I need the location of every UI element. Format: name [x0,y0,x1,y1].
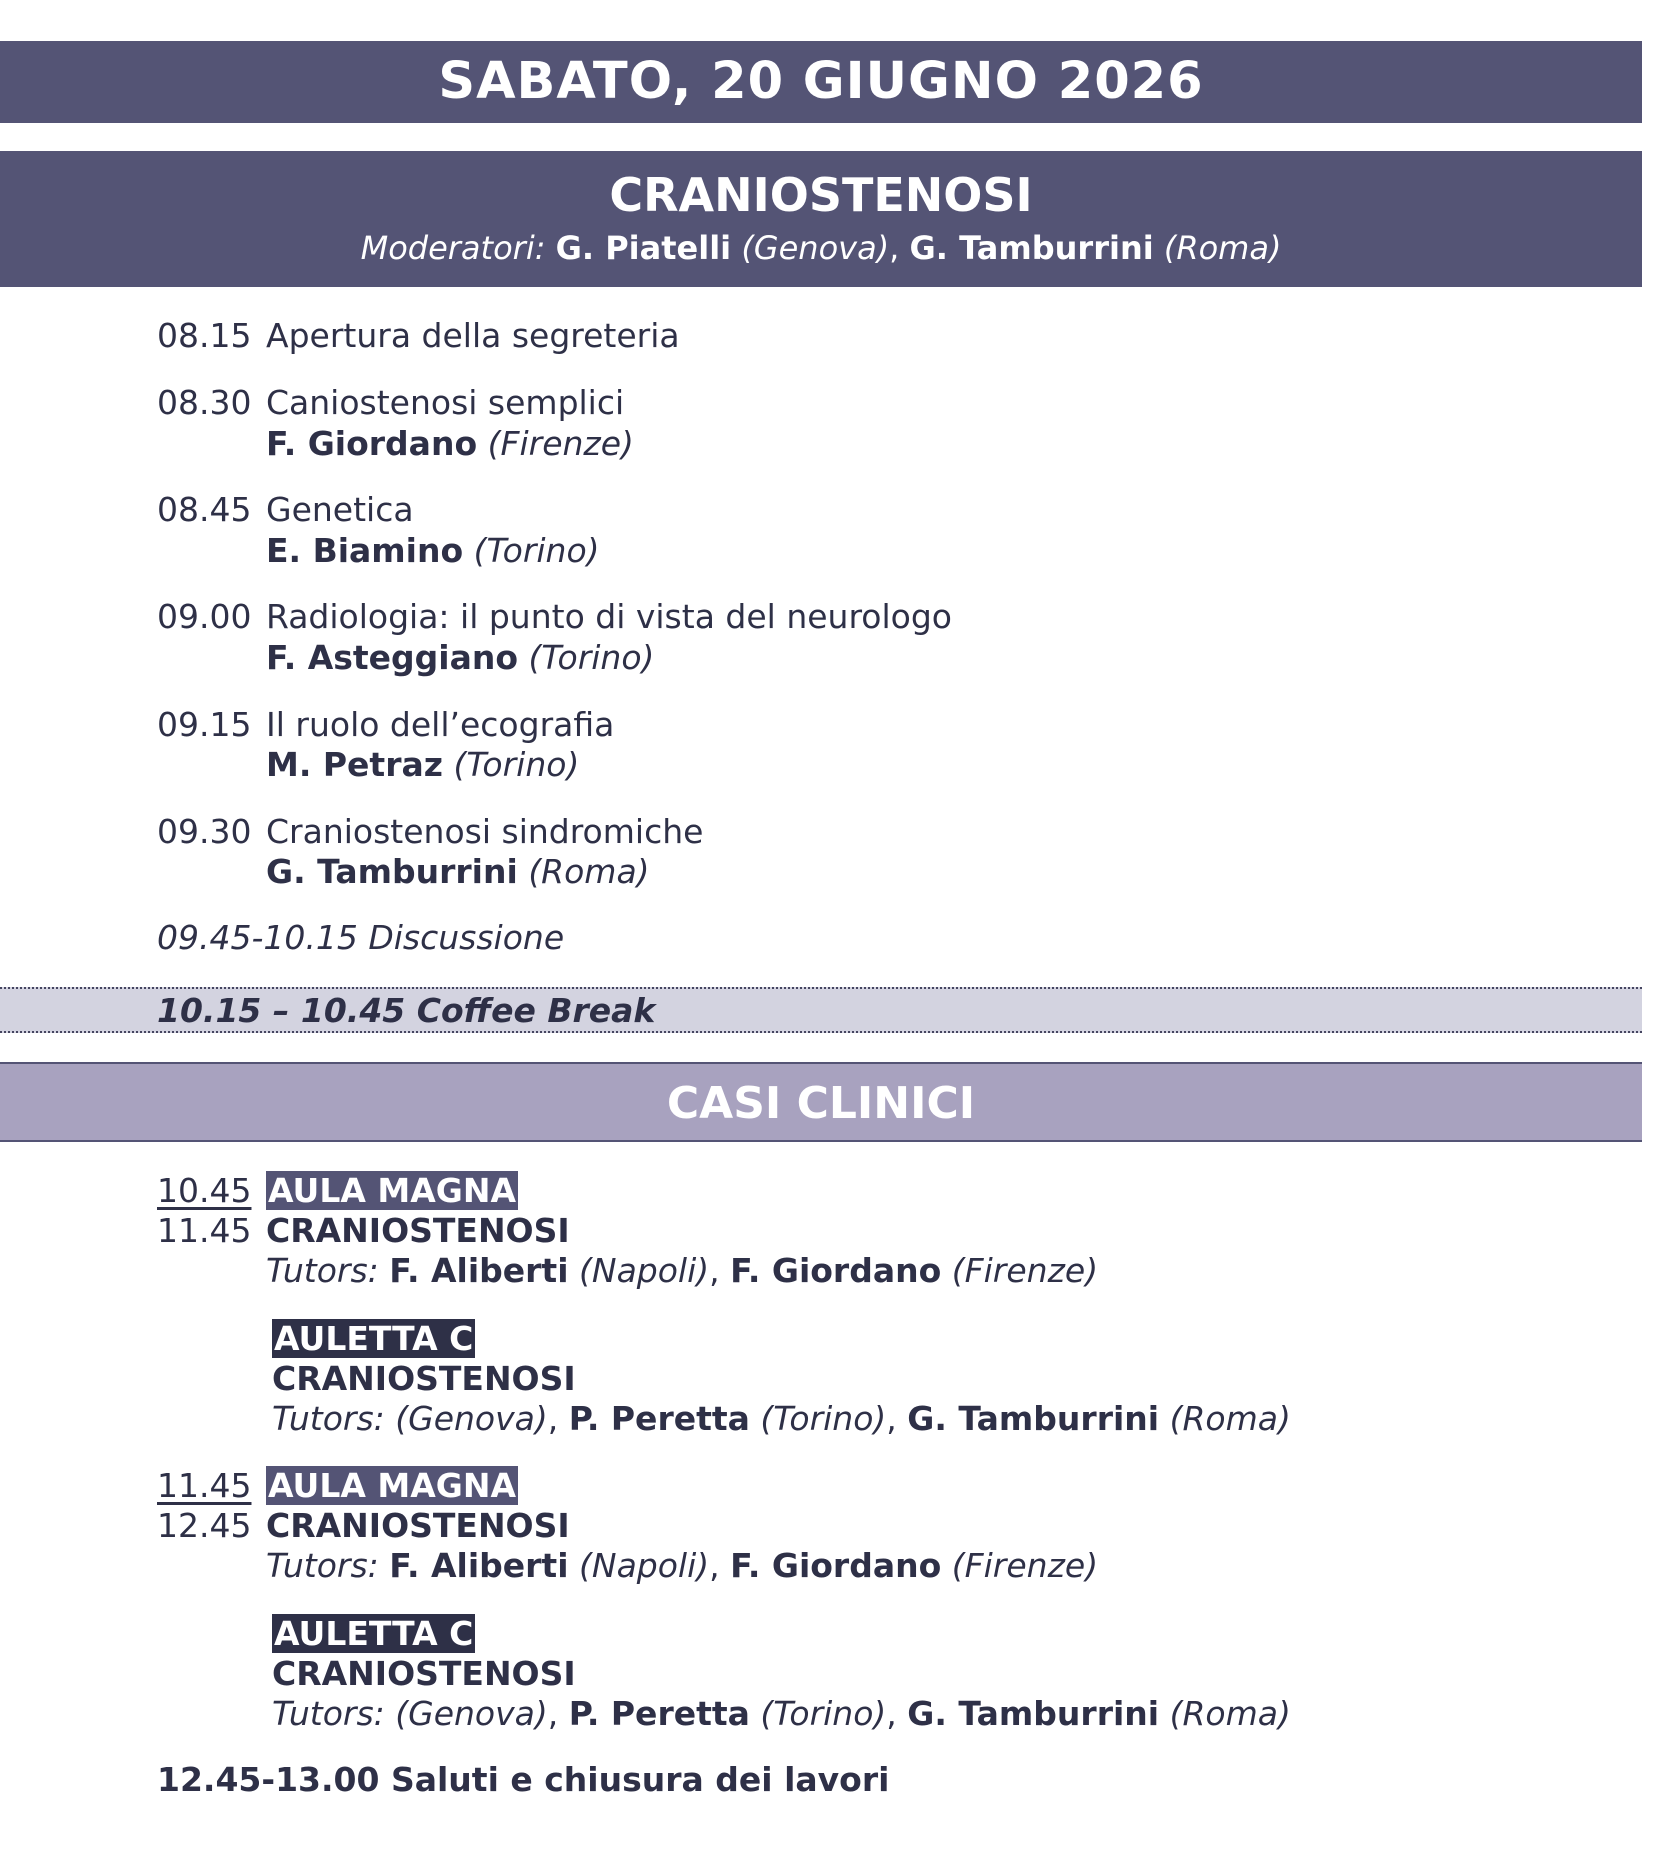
program-speaker-line [266,638,654,678]
tutor-city: (Firenze) [951,1251,1099,1290]
speaker-city: (Roma) [528,852,650,891]
speaker-name: F. Asteggiano [266,638,519,677]
tutor-city: (Napoli) [579,1546,710,1585]
program-item [157,316,680,356]
session-header [0,151,1642,287]
program-time: 08.45 [157,490,252,529]
program-item [157,383,624,423]
speaker-name: F. Giordano [266,424,478,463]
speaker-name: G. Tamburrini [266,852,518,891]
tutors-label: Tutors: (Genova) [272,1399,548,1438]
program-title: Il ruolo dell’ecografia [266,705,615,744]
coffee-break-bar [0,987,1642,1033]
program-time: 09.00 [157,597,252,636]
moderator-city: (Genova) [741,229,890,267]
case-topic: CRANIOSTENOSI [272,1359,576,1398]
case-start-line [157,1171,518,1211]
program-title: Apertura della segreteria [266,316,680,355]
case-topic: CRANIOSTENOSI [266,1211,570,1250]
tutors-label: Tutors: (Genova) [272,1694,548,1733]
moderators-label: Moderatori: [360,229,546,267]
case-tutors: Tutors: (Genova), P. Peretta (Torino), G. Tamburrini (Roma) [272,1694,1291,1733]
tutor-name: F. Giordano [730,1546,942,1585]
speaker-name: E. Biamino [266,531,464,570]
case-end-time: 11.45 [157,1211,252,1250]
discussion: 09.45-10.15 Discussione [157,918,565,957]
tutor-name: G. Tamburrini [907,1399,1160,1438]
program-speaker-line [266,745,579,785]
program-item [157,490,414,530]
case-topic: CRANIOSTENOSI [272,1654,576,1693]
program-speaker-line [266,424,634,464]
tutor-city: (Torino) [760,1399,887,1438]
room-badge-auletta-c: AULETTA C [274,1614,474,1653]
program-item [157,705,614,745]
program-item [157,597,952,637]
room-line [272,1614,475,1654]
tutor-name: P. Peretta [568,1399,750,1438]
cases-header: CASI CLINICI [0,1062,1642,1142]
room-badge-auletta-c: AULETTA C [274,1319,474,1358]
room-badge-aula-magna: AULA MAGNA [268,1171,516,1210]
program-title: Caniostenosi semplici [266,383,625,422]
speaker-name: M. Petraz [266,745,443,784]
speaker-city: (Firenze) [487,424,634,463]
program-title: Radiologia: il punto di vista del neurologo [266,597,952,636]
program-title: Genetica [266,490,414,529]
case-start-time: 10.45 [157,1171,252,1210]
case-start-time: 11.45 [157,1466,252,1505]
session-moderators: Moderatori: G. Piatelli (Genova), G. Tamburrini (Roma) [360,229,1282,267]
tutor-name: P. Peretta [568,1694,750,1733]
room-badge-aula-magna: AULA MAGNA [268,1466,516,1505]
program-title: Craniostenosi sindromiche [266,812,704,851]
moderator-name: G. Tamburrini [909,229,1154,267]
tutors-label: Tutors: [266,1546,379,1585]
tutors-label: Tutors: [266,1251,379,1290]
tutor-name: G. Tamburrini [907,1694,1160,1733]
session-title: CRANIOSTENOSI [609,168,1033,222]
program-time: 08.15 [157,316,252,355]
tutor-name: F. Giordano [730,1251,942,1290]
program-time: 08.30 [157,383,252,422]
tutor-name: F. Aliberti [389,1546,569,1585]
tutor-name: F. Aliberti [389,1251,569,1290]
coffee-break-label: 10.15 – 10.45 Coffee Break [157,991,656,1030]
program-speaker-line [266,852,650,892]
moderator-city: (Roma) [1163,229,1282,267]
program-time: 09.30 [157,812,252,851]
moderator-name: G. Piatelli [555,229,732,267]
case-topic: CRANIOSTENOSI [266,1506,570,1545]
tutor-city: (Napoli) [579,1251,710,1290]
case-tutors: Tutors: F. Aliberti (Napoli), F. Giordano (Firenze) [266,1251,1099,1290]
speaker-city: (Torino) [473,531,600,570]
program-speaker-line [266,531,600,571]
tutor-city: (Roma) [1169,1694,1291,1733]
speaker-city: (Torino) [453,745,580,784]
program-item [157,812,703,852]
speaker-city: (Torino) [528,638,655,677]
case-end-time: 12.45 [157,1506,252,1545]
closing: 12.45-13.00 Saluti e chiusura dei lavori [157,1760,890,1799]
case-tutors: Tutors: (Genova), P. Peretta (Torino), G. Tamburrini (Roma) [272,1399,1291,1438]
case-end-line [157,1211,570,1251]
tutor-city: (Torino) [760,1694,887,1733]
case-start-line [157,1466,518,1506]
case-end-line [157,1506,570,1546]
day-header: SABATO, 20 GIUGNO 2026 [0,41,1642,123]
case-tutors: Tutors: F. Aliberti (Napoli), F. Giordano (Firenze) [266,1546,1099,1585]
tutor-city: (Firenze) [951,1546,1099,1585]
program-time: 09.15 [157,705,252,744]
tutor-city: (Roma) [1169,1399,1291,1438]
room-line [272,1319,475,1359]
